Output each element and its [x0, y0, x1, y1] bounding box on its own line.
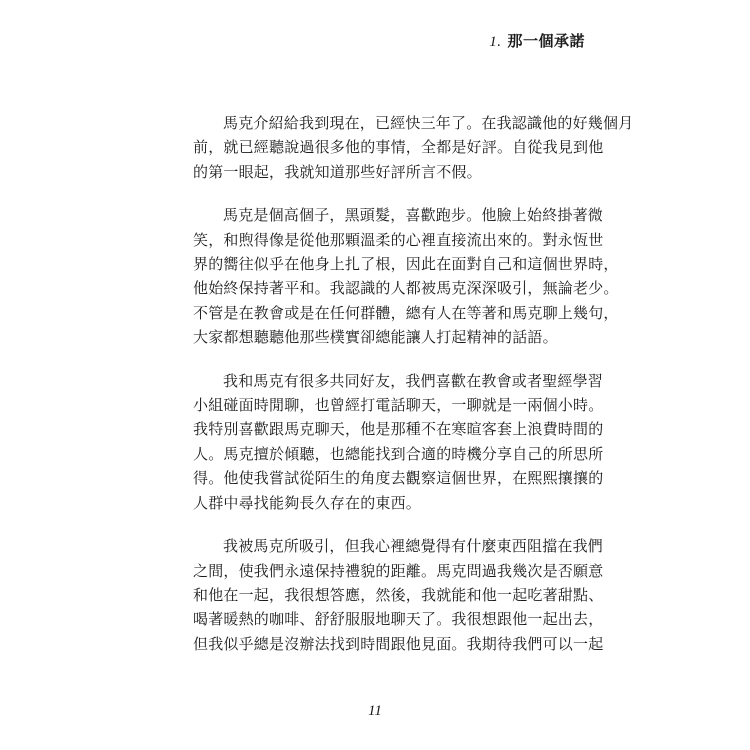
text-line: 和他在一起，我很想答應，然後，我就能和他一起吃著甜點、 — [193, 585, 604, 604]
text-line: 笑，和煦得像是從他那顆溫柔的心裡直接流出來的。對永恆世 — [193, 230, 604, 249]
text-line: 界的嚮往似乎在他身上扎了根，因此在面對自己和這個世界時， — [193, 255, 619, 274]
paragraph — [193, 534, 604, 656]
text-line: 小組碰面時閒聊，也曾經打電話聊天，一聊就是一兩個小時。 — [193, 396, 604, 415]
text-line: 得。他使我嘗試從陌生的角度去觀察這個世界，在熙熙攘攘的 — [193, 469, 604, 488]
paragraph — [193, 203, 619, 349]
page-number: 11 — [368, 703, 382, 719]
text-line: 不管是在教會或是在任何群體，總有人在等著和馬克聊上幾句， — [193, 303, 619, 322]
text-line: 的第一眼起，我就知道那些好評所言不假。 — [193, 162, 482, 181]
text-line: 馬克介紹給我到現在，已經快三年了。在我認識他的好幾個月 — [223, 114, 634, 132]
chapter-title: 那一個承諾 — [507, 32, 585, 50]
text-line: 大家都想聽聽他那些樸實卻總能讓人打起精神的話語。 — [193, 328, 558, 347]
text-line: 人群中尋找能夠長久存在的東西。 — [193, 493, 422, 512]
body-text — [193, 111, 634, 675]
text-line: 人。馬克擅於傾聽，也總能找到合適的時機分享自己的所思所 — [193, 444, 604, 463]
text-line: 但我似乎總是沒辦法找到時間跟他見面。我期待我們可以一起 — [193, 634, 604, 653]
paragraph — [193, 111, 634, 184]
text-line: 我特別喜歡跟馬克聊天，他是那種不在寒暄客套上浪費時間的 — [193, 420, 604, 439]
text-line: 我和馬克有很多共同好友，我們喜歡在教會或者聖經學習 — [223, 371, 604, 390]
chapter-number: 1. — [489, 34, 502, 50]
text-line: 馬克是個高個子，黑頭髮，喜歡跑步。他臉上始終掛著微 — [223, 206, 604, 225]
text-line: 我被馬克所吸引，但我心裡總覺得有什麼東西阻擋在我們 — [223, 537, 604, 556]
running-header — [489, 30, 585, 51]
text-line: 之間，使我們永遠保持禮貌的距離。馬克問過我幾次是否願意 — [193, 561, 604, 580]
text-line: 前，就已經聽說過很多他的事情，全都是好評。自從我見到他 — [193, 138, 604, 157]
paragraph — [193, 369, 604, 515]
text-line: 喝著暖熱的咖啡、舒舒服服地聊天了。我很想跟他一起出去， — [193, 610, 604, 629]
text-line: 他始終保持著平和。我認識的人都被馬克深深吸引，無論老少。 — [193, 279, 619, 298]
